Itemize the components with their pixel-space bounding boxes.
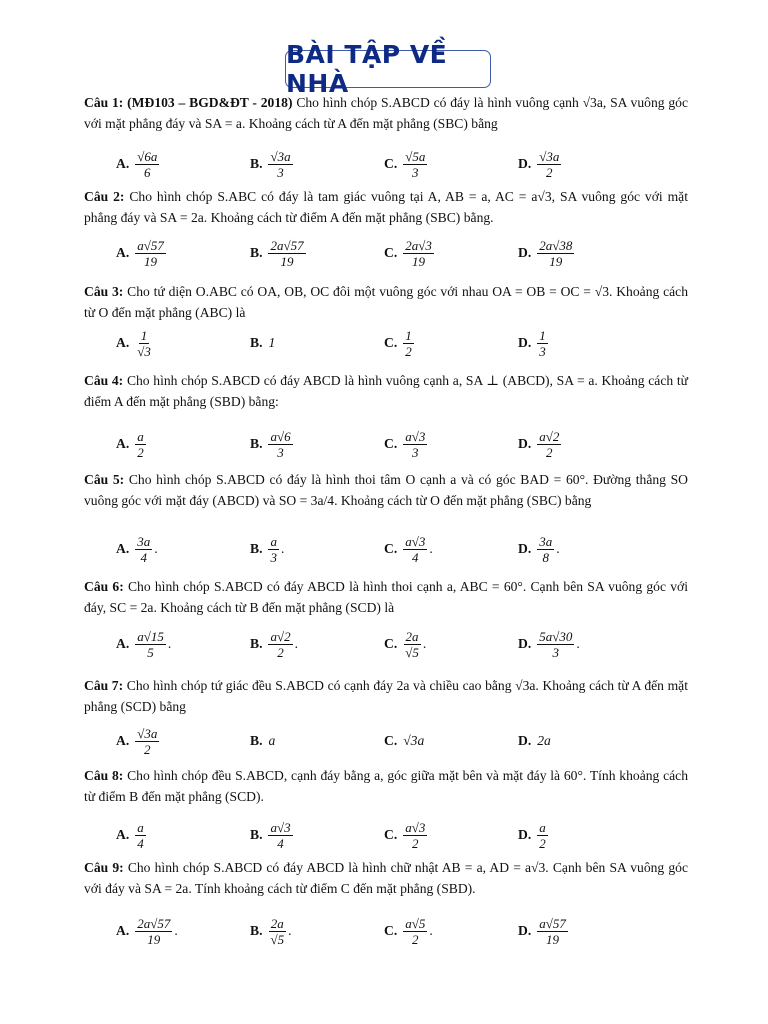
fraction-numerator: 3a [137, 533, 151, 549]
fraction-denominator: 3 [552, 644, 560, 660]
fraction [268, 916, 286, 947]
fraction-denominator: 3 [412, 164, 419, 180]
question-text: Cho hình chóp S.ABCD có đáy ABCD là hình chữ nhật AB = a, AD = a√3. Cạnh bên SA vuông góc với đáy và SA = 2a. Tính khoảng cách từ điểm C đến mặt phẳng (SBD). [84, 860, 688, 896]
answer-options [116, 236, 676, 270]
fraction [403, 534, 427, 565]
answer-option-d[interactable] [518, 236, 574, 270]
option-label: A. [116, 733, 130, 748]
fraction-denominator: 4 [137, 835, 144, 851]
fraction-denominator: 4 [277, 835, 284, 851]
option-label: A. [116, 636, 130, 651]
fraction-numerator: a√5 [405, 915, 426, 931]
fraction-numerator: 2a√57 [270, 237, 304, 253]
option-label: A. [116, 827, 130, 842]
option-label: B. [250, 245, 263, 260]
fraction [135, 820, 146, 851]
fraction-denominator: 19 [549, 253, 563, 269]
fraction-denominator: 2 [412, 931, 419, 947]
answer-option-d[interactable] [518, 427, 561, 461]
fraction [403, 916, 427, 947]
answer-option-d[interactable] [518, 627, 580, 661]
fraction-denominator: 19 [280, 253, 294, 269]
option-label: C. [384, 636, 398, 651]
option-label: D. [518, 245, 532, 260]
fraction-numerator: a√2 [539, 428, 560, 444]
option-label: D. [518, 335, 532, 350]
fraction-denominator: 2 [539, 835, 546, 851]
answer-option-a[interactable] [116, 724, 159, 758]
fraction [135, 726, 159, 757]
option-label: B. [250, 923, 263, 938]
answer-options [116, 818, 676, 852]
option-value: 1 [268, 335, 276, 350]
question-label: Câu 7: [84, 678, 124, 693]
fraction [135, 149, 159, 180]
fraction [403, 820, 427, 851]
option-label: C. [384, 436, 398, 451]
question-text: Cho hình chóp S.ABC có đáy là tam giác vuông tại A, AB = a, AC = a√3, SA vuông góc với mặt phẳng đáy và SA = 2a. Khoảng cách từ điểm A đến mặt phẳng (SBC) bằng. [84, 189, 688, 225]
fraction-numerator: a√3 [405, 819, 426, 835]
fraction-denominator: 3 [539, 343, 546, 359]
fraction-numerator: 2a√38 [539, 237, 573, 253]
fraction-numerator: √3a [137, 725, 158, 741]
answer-option-b[interactable] [250, 818, 293, 852]
answer-option-c[interactable] [384, 326, 414, 360]
answer-option-b[interactable] [250, 724, 275, 758]
question-5 [84, 469, 688, 511]
question-label: Câu 8: [84, 768, 124, 783]
question-text: Cho hình chóp đều S.ABCD, cạnh đáy bằng a, góc giữa mặt bên và mặt đáy là 60°. Tính khoảng cách từ điểm B đến mặt phẳng (SCD). [84, 768, 689, 804]
answer-option-b[interactable] [250, 147, 293, 181]
fraction-denominator: 6 [144, 164, 151, 180]
fraction [403, 328, 414, 359]
fraction-denominator: 2 [144, 741, 151, 757]
fraction [135, 916, 172, 947]
fraction-numerator: a√3 [405, 533, 426, 549]
answer-option-c[interactable] [384, 427, 427, 461]
option-label: A. [116, 156, 130, 171]
fraction-denominator: 2 [546, 164, 553, 180]
question-text: Cho hình chóp S.ABCD có đáy ABCD là hình thoi cạnh a, ABC = 60°. Cạnh bên SA vuông góc với đáy, SC = 2a. Khoảng cách từ B đến mặt phẳng (SCD) là [84, 579, 688, 615]
option-punctuation: . [429, 923, 433, 938]
option-punctuation: . [154, 541, 158, 556]
answer-option-d[interactable] [518, 147, 561, 181]
question-label: Câu 4: [84, 373, 124, 388]
fraction-numerator: √6a [137, 148, 158, 164]
answer-option-d[interactable] [518, 326, 548, 360]
option-label: D. [518, 733, 532, 748]
fraction-numerator: a [137, 428, 144, 444]
question-text: Cho tứ diện O.ABC có OA, OB, OC đôi một vuông góc với nhau OA = OB = OC = √3. Khoảng cách từ O đến mặt phẳng (ABC) là [84, 284, 688, 320]
answer-options [116, 147, 676, 181]
fraction-numerator: 3a [539, 533, 553, 549]
fraction-numerator: a√57 [137, 237, 164, 253]
question-9 [84, 857, 688, 899]
option-label: D. [518, 827, 532, 842]
answer-option-c[interactable] [384, 818, 427, 852]
fraction-denominator: 8 [542, 549, 549, 565]
question-text: Cho hình chóp tứ giác đều S.ABCD có cạnh đáy 2a và chiều cao bằng √3a. Khoảng cách từ A đến mặt phẳng (SCD) bằng [84, 678, 688, 714]
fraction-denominator: 3 [270, 549, 277, 565]
fraction-numerator: a [270, 533, 277, 549]
fraction-denominator: 5 [147, 644, 154, 660]
option-label: D. [518, 636, 532, 651]
option-label: A. [116, 245, 130, 260]
option-value: √3a [403, 733, 425, 748]
fraction [537, 629, 574, 660]
fraction-numerator: a√3 [405, 428, 426, 444]
question-text: Cho hình chóp S.ABCD có đáy là hình vuông cạnh √3a, SA vuông góc với mặt phẳng đáy và SA = a. Khoảng cách từ A đến mặt phẳng (SBC) bằng [84, 95, 688, 131]
fraction-numerator: a√2 [270, 628, 291, 644]
answer-option-b[interactable] [250, 532, 284, 566]
option-punctuation: . [294, 636, 299, 651]
answer-option-a[interactable] [116, 236, 166, 270]
answer-options [116, 627, 676, 661]
fraction-numerator: 1 [405, 327, 412, 343]
fraction-numerator: a√15 [137, 628, 164, 644]
fraction [268, 429, 292, 460]
fraction-numerator: 1 [140, 327, 148, 343]
fraction [537, 916, 568, 947]
answer-option-c[interactable] [384, 914, 433, 948]
question-6 [84, 576, 688, 618]
option-label: B. [250, 636, 263, 651]
fraction-numerator: √3a [539, 148, 560, 164]
answer-option-c[interactable] [384, 532, 433, 566]
answer-option-b[interactable] [250, 326, 275, 360]
fraction-denominator: √5 [270, 931, 285, 947]
answer-option-a[interactable] [116, 532, 158, 566]
fraction-denominator: 19 [144, 253, 158, 269]
option-punctuation: . [174, 923, 178, 938]
question-label: Câu 1: [84, 95, 124, 110]
fraction-denominator: 2 [137, 444, 144, 460]
option-punctuation: . [429, 541, 433, 556]
fraction-numerator: 1 [539, 327, 546, 343]
question-source-tag: (MĐ103 – BGD&ĐT - 2018) [127, 95, 293, 110]
fraction-denominator: 3 [277, 444, 284, 460]
fraction-numerator: a [137, 819, 144, 835]
answer-option-d[interactable] [518, 818, 548, 852]
question-3 [84, 281, 688, 323]
option-label: B. [250, 733, 263, 748]
fraction-numerator: 2a√3 [405, 237, 432, 253]
option-punctuation: . [422, 636, 427, 651]
page-title: BÀI TẬP VỀ NHÀ [286, 40, 448, 98]
option-label: A. [116, 923, 130, 938]
question-label: Câu 3: [84, 284, 124, 299]
option-value: 2a [537, 733, 551, 748]
fraction [537, 238, 574, 269]
answer-option-b[interactable] [250, 236, 306, 270]
option-label: B. [250, 827, 263, 842]
answer-option-a[interactable] [116, 326, 153, 360]
fraction [537, 820, 548, 851]
fraction-numerator: a [539, 819, 546, 835]
question-1 [84, 92, 688, 134]
option-label: B. [250, 156, 263, 171]
fraction-denominator: 2 [412, 835, 419, 851]
title-box [285, 40, 491, 98]
question-label: Câu 9: [84, 860, 124, 875]
option-label: B. [250, 436, 263, 451]
fraction [403, 629, 421, 660]
fraction-numerator: √5a [405, 148, 426, 164]
answer-option-d[interactable] [518, 914, 568, 948]
fraction-numerator: √3a [270, 148, 291, 164]
option-label: A. [116, 436, 130, 451]
fraction-denominator: 2 [546, 444, 553, 460]
option-punctuation: . [280, 541, 285, 556]
answer-option-a[interactable] [116, 627, 171, 661]
fraction-numerator: 5a√30 [539, 628, 573, 644]
fraction-denominator: √3 [137, 343, 151, 359]
question-2 [84, 186, 688, 228]
option-punctuation: . [288, 923, 292, 938]
fraction-numerator: a√3 [270, 819, 291, 835]
fraction [268, 238, 305, 269]
answer-options [116, 326, 676, 360]
fraction-numerator: 2a√57 [137, 915, 171, 931]
option-punctuation: . [556, 541, 560, 556]
answer-option-c[interactable] [384, 724, 424, 758]
fraction [403, 149, 427, 180]
fraction [268, 534, 279, 565]
answer-option-a[interactable] [116, 147, 159, 181]
answer-option-b[interactable] [250, 914, 292, 948]
fraction [135, 629, 166, 660]
fraction-denominator: 2 [405, 343, 412, 359]
option-label: D. [518, 541, 532, 556]
option-label: D. [518, 156, 532, 171]
question-label: Câu 2: [84, 189, 125, 204]
fraction-denominator: 4 [140, 549, 147, 565]
fraction [403, 429, 427, 460]
option-label: C. [384, 923, 398, 938]
answer-option-d[interactable] [518, 724, 551, 758]
fraction [135, 328, 153, 359]
fraction [403, 238, 434, 269]
fraction-denominator: 3 [412, 444, 419, 460]
question-4 [84, 370, 688, 412]
fraction-denominator: 19 [147, 931, 161, 947]
option-label: D. [518, 923, 532, 938]
option-label: C. [384, 733, 398, 748]
answer-option-c[interactable] [384, 236, 434, 270]
question-8 [84, 765, 688, 807]
option-label: C. [384, 827, 398, 842]
option-label: C. [384, 156, 398, 171]
option-label: A. [116, 541, 130, 556]
answer-option-c[interactable] [384, 627, 426, 661]
fraction-numerator: a√57 [539, 915, 566, 931]
answer-options [116, 532, 676, 566]
question-7 [84, 675, 688, 717]
option-punctuation: . [576, 636, 580, 651]
answer-option-a[interactable] [116, 914, 178, 948]
fraction-denominator: 4 [412, 549, 419, 565]
fraction-denominator: 19 [412, 253, 426, 269]
option-label: C. [384, 541, 398, 556]
answer-options [116, 914, 676, 948]
option-punctuation: . [167, 636, 172, 651]
option-label: C. [384, 335, 398, 350]
fraction-numerator: a√6 [270, 428, 291, 444]
answer-option-a[interactable] [116, 427, 146, 461]
answer-options [116, 427, 676, 461]
option-label: D. [518, 436, 532, 451]
option-value: a [268, 733, 276, 748]
question-label: Câu 6: [84, 579, 124, 594]
answer-option-b[interactable] [250, 627, 298, 661]
fraction-numerator: 2a [270, 915, 284, 931]
option-label: A. [116, 335, 130, 350]
fraction [537, 429, 561, 460]
answer-option-d[interactable] [518, 532, 560, 566]
question-label: Câu 5: [84, 472, 125, 487]
fraction [537, 328, 548, 359]
answer-options [116, 724, 676, 758]
answer-option-a[interactable] [116, 818, 146, 852]
fraction [537, 149, 561, 180]
fraction [135, 534, 152, 565]
fraction [268, 820, 292, 851]
option-label: B. [250, 541, 263, 556]
fraction-denominator: √5 [405, 644, 419, 660]
option-label: C. [384, 245, 398, 260]
fraction [537, 534, 554, 565]
fraction-denominator: 19 [546, 931, 560, 947]
fraction-denominator: 2 [277, 644, 284, 660]
fraction [268, 149, 292, 180]
fraction-denominator: 3 [277, 164, 284, 180]
fraction [135, 429, 146, 460]
option-label: B. [250, 335, 263, 350]
fraction-numerator: 2a [405, 628, 419, 644]
question-text: Cho hình chóp S.ABCD có đáy là hình thoi tâm O cạnh a và có góc BAD = 60°. Đường thẳng SO vuông góc với mặt đáy (ABCD) và SO = 3a/4. Khoảng cách từ O đến mặt phẳng (SBC) bằng [84, 472, 688, 508]
fraction [135, 238, 166, 269]
answer-option-c[interactable] [384, 147, 427, 181]
fraction [268, 629, 292, 660]
answer-option-b[interactable] [250, 427, 293, 461]
question-text: Cho hình chóp S.ABCD có đáy ABCD là hình vuông cạnh a, SA ⊥ (ABCD), SA = a. Khoảng cách từ điểm A đến mặt phẳng (SBD) bằng: [84, 373, 689, 409]
